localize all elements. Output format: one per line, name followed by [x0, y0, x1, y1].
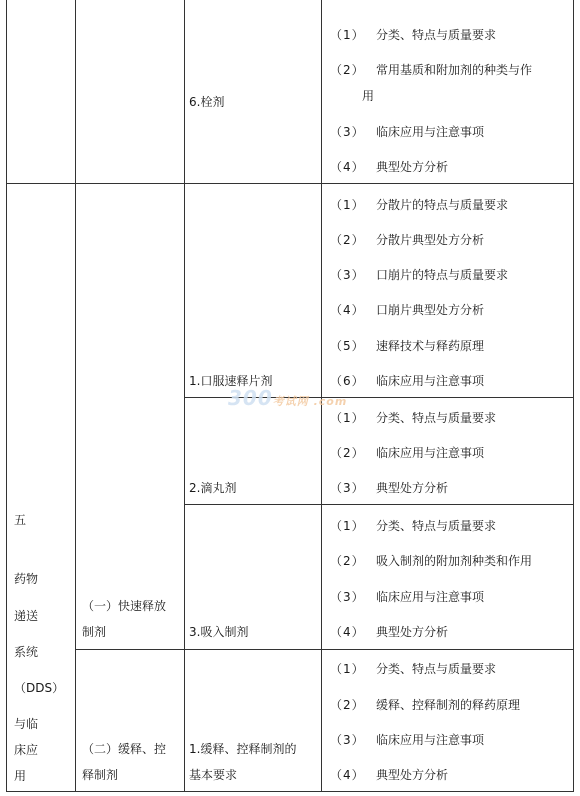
unit-title-line: 床应: [14, 743, 39, 757]
item-sustained-release-cont: 基本要求: [189, 768, 238, 782]
list-item: （6） 临床应用与注意事项: [330, 374, 485, 388]
list-item: （1） 分类、特点与质量要求: [330, 519, 497, 533]
list-item: （4） 典型处方分析: [330, 160, 449, 174]
unit-number: 五: [14, 513, 27, 527]
unit-title-line: 系统: [14, 645, 39, 659]
list-item: （5） 速释技术与释药原理: [330, 339, 485, 353]
unit-title-line: （DDS）: [14, 681, 65, 695]
unit-title-line: 用: [14, 769, 27, 783]
watermark-logo: 300考试网 .com: [228, 386, 348, 410]
unit-title-line: 药物: [14, 572, 39, 586]
list-item: （1） 分类、特点与质量要求: [330, 28, 497, 42]
list-item: （1） 分散片的特点与质量要求: [330, 198, 509, 212]
list-item: （2） 吸入制剂的附加剂种类和作用: [330, 554, 533, 568]
subunit-title-line: （二）缓释、控: [82, 742, 167, 756]
list-item: （3） 临床应用与注意事项: [330, 125, 485, 139]
list-item: （3） 临床应用与注意事项: [330, 733, 485, 747]
list-item: （1） 分类、特点与质量要求: [330, 411, 497, 425]
list-item: （1） 分类、特点与质量要求: [330, 662, 497, 676]
list-item: （4） 典型处方分析: [330, 768, 449, 782]
list-item: （2） 缓释、控释制剂的释药原理: [330, 698, 521, 712]
item-oral-fast-release: 1.口服速释片剂: [189, 374, 273, 388]
item-inhalation: 3.吸入制剂: [189, 625, 249, 639]
list-item-continuation: 用: [362, 89, 375, 103]
unit-title-line: 与临: [14, 717, 39, 731]
item-suppository: 6.栓剂: [189, 95, 225, 109]
list-item: （3） 口崩片的特点与质量要求: [330, 268, 509, 282]
subunit-title-line: 释制剂: [82, 768, 119, 782]
list-item: （4） 口崩片典型处方分析: [330, 303, 485, 317]
list-item: （4） 典型处方分析: [330, 625, 449, 639]
list-item: （2） 临床应用与注意事项: [330, 446, 485, 460]
item-dripping-pill: 2.滴丸剂: [189, 481, 237, 495]
list-item: （2） 分散片典型处方分析: [330, 233, 485, 247]
list-item: （2） 常用基质和附加剂的种类与作: [330, 63, 533, 77]
list-item: （3） 典型处方分析: [330, 481, 449, 495]
subunit-title-line: （一）快速释放: [82, 599, 167, 613]
item-sustained-release: 1.缓释、控释制剂的: [189, 742, 297, 756]
list-item: （3） 临床应用与注意事项: [330, 590, 485, 604]
subunit-title-line: 制剂: [82, 625, 107, 639]
unit-title-line: 递送: [14, 609, 39, 623]
